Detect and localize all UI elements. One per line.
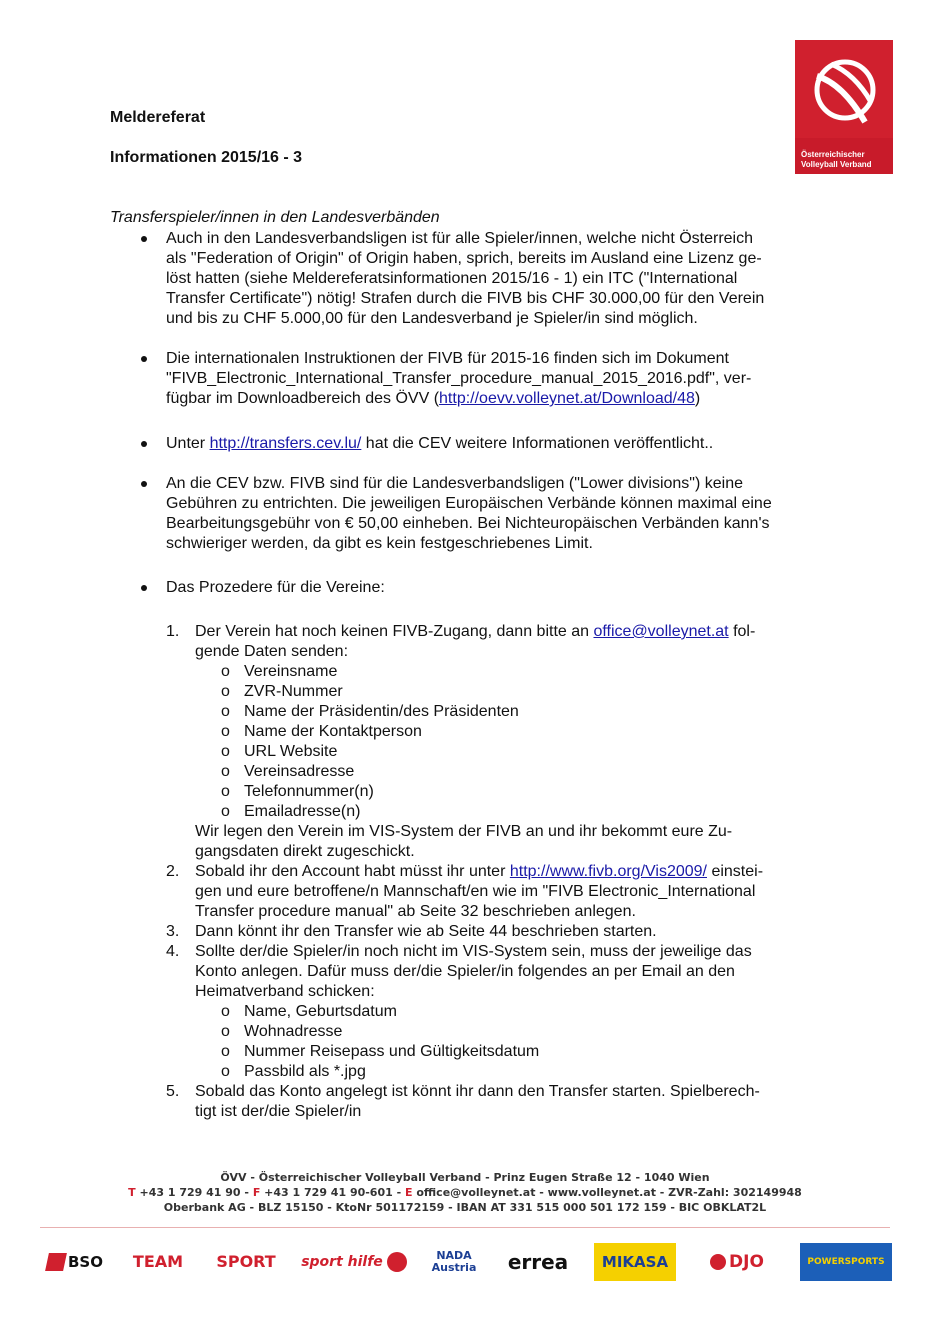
sponsor-label: BSO bbox=[68, 1253, 103, 1271]
footer-bank: Oberbank AG - BLZ 15150 - KtoNr 501172159 - IBAN AT 331 515 000 501 172 159 - BIC OBKLAT2L bbox=[163, 1201, 767, 1214]
step-1 bbox=[195, 622, 835, 662]
text-line: gen und eure betroffene/n Mannschaft/en wie im "FIVB Electronic_International bbox=[195, 883, 756, 900]
text-line: Dann könnt ihr den Transfer wie ab Seite 44 beschrieben starten. bbox=[195, 923, 657, 940]
text-segment: fol- bbox=[728, 623, 756, 640]
sub-bullet-icon: o bbox=[221, 743, 230, 760]
bullet-icon bbox=[141, 236, 147, 242]
text-line: als "Federation of Origin" of Origin haben, sprich, bereits im Ausland eine Lizenz ge- bbox=[166, 250, 762, 267]
sponsor-mikasa-logo bbox=[594, 1243, 676, 1281]
volleyball-logo-icon bbox=[795, 40, 893, 138]
sub-bullet-icon: o bbox=[221, 1063, 230, 1080]
step-1-continued bbox=[195, 822, 835, 862]
list-item: Vereinsname bbox=[244, 663, 338, 680]
sub-bullet-icon: o bbox=[221, 723, 230, 740]
office-email-link[interactable]: office@volleynet.at bbox=[593, 623, 729, 640]
sub-bullet-icon: o bbox=[221, 803, 230, 820]
sponsor-label: NADA Austria bbox=[431, 1249, 477, 1274]
footer-f-label: F bbox=[252, 1186, 261, 1199]
sponsor-sporthilfe-logo bbox=[298, 1243, 410, 1281]
text-segment: Der Verein hat noch keinen FIVB-Zugang, dann bitte an bbox=[195, 623, 594, 640]
footer-address: ÖVV - Österreichischer Volleyball Verband - Prinz Eugen Straße 12 - 1040 Wien bbox=[220, 1171, 710, 1184]
footer-t-label: T bbox=[128, 1186, 136, 1199]
logo-text-line2: Volleyball Verband bbox=[801, 160, 872, 169]
step-number: 2. bbox=[166, 863, 180, 880]
text-line: Auch in den Landesverbandsligen ist für alle Spieler/innen, welche nicht Österreich bbox=[166, 230, 754, 247]
sponsor-label: sport hilfe bbox=[301, 1254, 383, 1270]
text-line: Transfer procedure manual" ab Seite 32 beschrieben anlegen. bbox=[195, 903, 636, 920]
page-title: Meldereferat bbox=[110, 109, 206, 126]
sponsor-label: POWERSPORTS bbox=[807, 1257, 885, 1267]
text-line: und bis zu CHF 5.000,00 für den Landesverband je Spieler/in sind möglich. bbox=[166, 310, 698, 327]
text-line: Sobald das Konto angelegt ist könnt ihr dann den Transfer starten. Spielberech- bbox=[195, 1083, 760, 1100]
list-item: Name, Geburtsdatum bbox=[244, 1003, 397, 1020]
sponsor-bso-logo bbox=[42, 1243, 108, 1281]
sponsor-label: MIKASA bbox=[601, 1253, 669, 1271]
bullet-item-fees bbox=[166, 474, 830, 554]
sponsor-label: SPORT bbox=[216, 1252, 276, 1271]
text-line bbox=[195, 622, 835, 642]
step-number: 3. bbox=[166, 923, 180, 940]
logo-text-line1: Österreichischer bbox=[801, 150, 865, 159]
page-subtitle: Informationen 2015/16 - 3 bbox=[110, 149, 303, 166]
footer-t-value: +43 1 729 41 90 - bbox=[135, 1186, 253, 1199]
footer-contact bbox=[0, 1186, 930, 1200]
step-5 bbox=[195, 1082, 835, 1122]
sponsor-errea-logo bbox=[496, 1243, 580, 1281]
text-line bbox=[166, 389, 830, 409]
text-line: löst hatten (siehe Meldereferatsinformationen 2015/16 - 1) ein ITC ("International bbox=[166, 270, 738, 287]
step-number: 4. bbox=[166, 943, 180, 960]
text-segment: fügbar im Downloadbereich des ÖVV ( bbox=[166, 390, 440, 407]
djo-circle-icon bbox=[710, 1254, 726, 1270]
cev-transfers-link[interactable]: http://transfers.cev.lu/ bbox=[209, 435, 362, 452]
bullet-icon bbox=[141, 481, 147, 487]
section-heading: Transferspieler/innen in den Landesverbänden bbox=[110, 209, 440, 226]
sub-bullet-icon: o bbox=[221, 683, 230, 700]
sub-bullet-icon: o bbox=[221, 1023, 230, 1040]
bullet-item-instructions bbox=[166, 349, 830, 409]
sub-bullet-icon: o bbox=[221, 1043, 230, 1060]
footer-divider bbox=[40, 1227, 890, 1228]
sponsor-label: errea bbox=[507, 1250, 569, 1274]
list-item: Passbild als *.jpg bbox=[244, 1063, 366, 1080]
text-line: "FIVB_Electronic_International_Transfer_procedure_manual_2015_2016.pdf", ver- bbox=[166, 370, 752, 387]
sub-bullet-icon: o bbox=[221, 783, 230, 800]
bso-mark-icon bbox=[45, 1253, 67, 1271]
text-line: Sollte der/die Spieler/in noch nicht im VIS-System sein, muss der jeweilige das bbox=[195, 943, 752, 960]
list-item: Emailadresse(n) bbox=[244, 803, 361, 820]
footer-e-label: E bbox=[405, 1186, 413, 1199]
sponsor-label: TEAM bbox=[132, 1252, 184, 1271]
oevv-logo bbox=[795, 40, 893, 174]
list-item: Wohnadresse bbox=[244, 1023, 343, 1040]
text-segment: hat die CEV weitere Informationen veröffentlicht.. bbox=[361, 435, 714, 452]
text-segment: einstei- bbox=[707, 863, 764, 880]
text-line bbox=[166, 434, 830, 454]
sponsor-team-logo bbox=[122, 1243, 194, 1281]
text-segment: Unter bbox=[166, 435, 210, 452]
text-line: Konto anlegen. Dafür muss der/die Spieler/in folgendes an per Email an den bbox=[195, 963, 735, 980]
sub-bullet-icon: o bbox=[221, 763, 230, 780]
text-line: Die internationalen Instruktionen der FIVB für 2015-16 finden sich im Dokument bbox=[166, 350, 729, 367]
bullet-icon bbox=[141, 585, 147, 591]
sponsor-djo-logo bbox=[694, 1243, 780, 1281]
list-item: Name der Präsidentin/des Präsidenten bbox=[244, 703, 519, 720]
footer-e-value: office@volleynet.at - www.volleynet.at - ZVR-Zahl: 302149948 bbox=[412, 1186, 802, 1199]
bullet-item-itc bbox=[166, 229, 830, 329]
step-number: 5. bbox=[166, 1083, 180, 1100]
text-segment: ) bbox=[694, 390, 701, 407]
text-segment: Sobald ihr den Account habt müsst ihr unter bbox=[195, 863, 510, 880]
text-line: Transfer Certificate") nötig! Strafen durch die FIVB bis CHF 30.000,00 für den Verein bbox=[166, 290, 765, 307]
oevv-download-link[interactable]: http://oevv.volleynet.at/Download/48 bbox=[439, 390, 695, 407]
step-4 bbox=[195, 942, 835, 1002]
sub-bullet-icon: o bbox=[221, 703, 230, 720]
text-line: Wir legen den Verein im VIS-System der FIVB an und ihr bekommt eure Zu- bbox=[195, 823, 733, 840]
sporthilfe-circle-icon bbox=[387, 1252, 407, 1272]
bullet-item-cev bbox=[166, 434, 830, 454]
list-item: ZVR-Nummer bbox=[244, 683, 343, 700]
sponsor-powersports-logo bbox=[800, 1243, 892, 1281]
list-item: URL Website bbox=[244, 743, 338, 760]
text-line: gende Daten senden: bbox=[195, 643, 349, 660]
text-line: Das Prozedere für die Vereine: bbox=[166, 579, 385, 596]
sponsor-label: DJO bbox=[729, 1252, 764, 1272]
text-line: An die CEV bzw. FIVB sind für die Landesverbandsligen ("Lower divisions") keine bbox=[166, 475, 743, 492]
list-item: Nummer Reisepass und Gültigkeitsdatum bbox=[244, 1043, 540, 1060]
text-line: schwieriger werden, da gibt es kein festgeschriebenes Limit. bbox=[166, 535, 593, 552]
step-3 bbox=[195, 922, 835, 942]
step-number: 1. bbox=[166, 623, 180, 640]
text-line: Heimatverband schicken: bbox=[195, 983, 375, 1000]
list-item: Name der Kontaktperson bbox=[244, 723, 422, 740]
text-line: Bearbeitungsgebühr von € 50,00 einheben. Bei Nichteuropäischen Verbänden kann's bbox=[166, 515, 770, 532]
bullet-item-procedure bbox=[166, 578, 830, 598]
list-item: Telefonnummer(n) bbox=[244, 783, 374, 800]
step-2 bbox=[195, 862, 835, 922]
sub-bullet-icon: o bbox=[221, 1003, 230, 1020]
fivb-vis-link[interactable]: http://www.fivb.org/Vis2009/ bbox=[509, 863, 707, 880]
bullet-icon bbox=[141, 441, 147, 447]
footer-f-value: +43 1 729 41 90-601 - bbox=[260, 1186, 405, 1199]
sub-bullet-icon: o bbox=[221, 663, 230, 680]
logo-text bbox=[801, 150, 872, 170]
text-line bbox=[195, 862, 835, 882]
list-item: Vereinsadresse bbox=[244, 763, 355, 780]
text-line: tigt ist der/die Spieler/in bbox=[195, 1103, 362, 1120]
bullet-icon bbox=[141, 356, 147, 362]
sponsor-sport-logo bbox=[208, 1243, 284, 1281]
sponsor-nada-logo bbox=[424, 1243, 484, 1281]
text-line: Gebühren zu entrichten. Die jeweiligen Europäischen Verbände können maximal eine bbox=[166, 495, 772, 512]
text-line: gangsdaten direkt zugeschickt. bbox=[195, 843, 415, 860]
